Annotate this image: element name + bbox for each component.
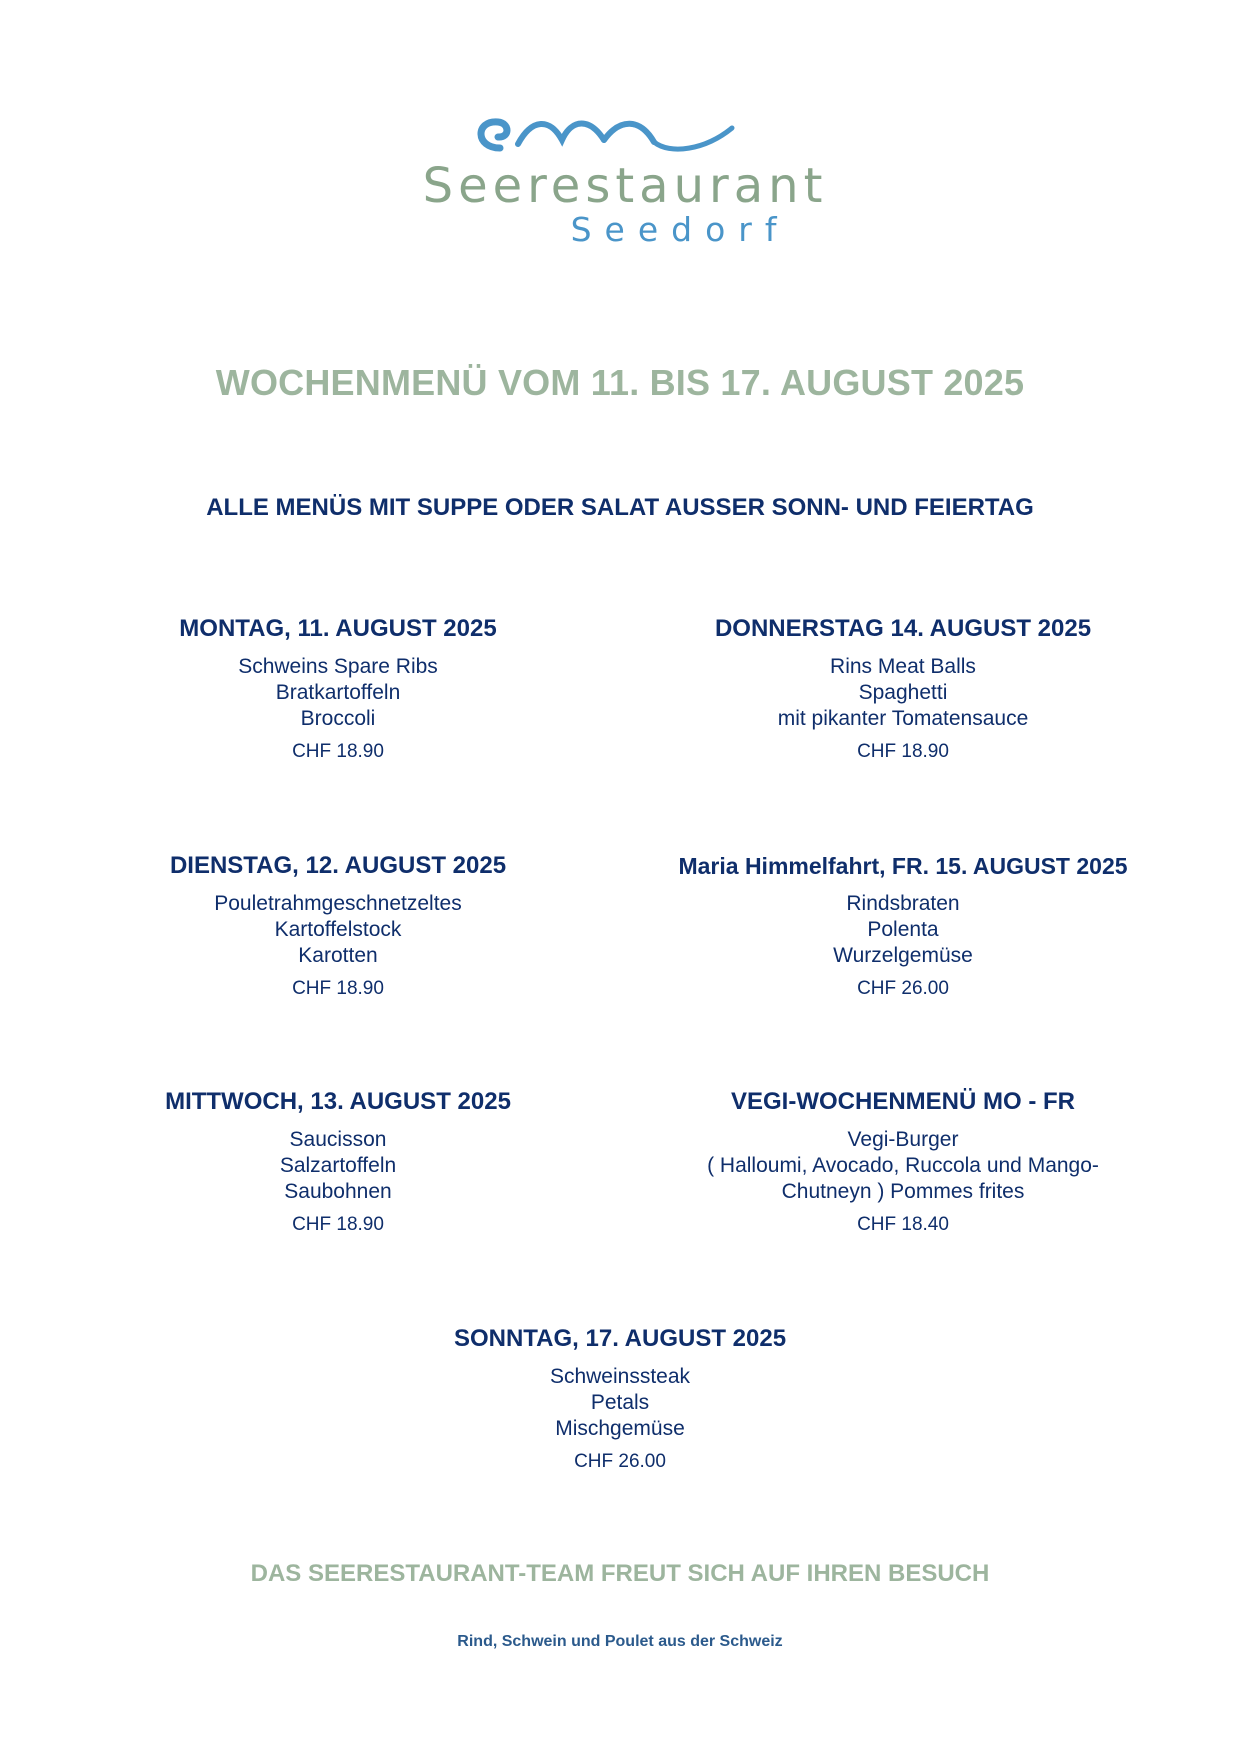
page-subtitle: ALLE MENÜS MIT SUPPE ODER SALAT AUSSER SONN- UND FEIERTAG (206, 494, 1034, 521)
menu-monday (58, 614, 618, 764)
menu-item: Saucisson (289, 1128, 387, 1151)
menu-price: CHF 18.40 (857, 1214, 949, 1235)
menu-price: CHF 18.90 (292, 978, 384, 999)
menu-item: Polenta (867, 918, 939, 941)
menu-item: Mischgemüse (555, 1417, 685, 1440)
menu-item: Petals (590, 1391, 650, 1414)
menu-item: Pouletrahmgeschnetzeltes (214, 892, 462, 915)
origin-note: Rind, Schwein und Poulet aus der Schweiz (457, 1633, 783, 1650)
menu-item: Rindsbraten (846, 892, 960, 915)
menu-item: Schweinssteak (549, 1365, 691, 1388)
page-title: WOCHENMENÜ VOM 11. BIS 17. AUGUST 2025 (215, 362, 1025, 403)
menu-item: Rins Meat Balls (830, 655, 976, 678)
menu-item: Spaghetti (858, 681, 948, 704)
menu-item: Salzartoffeln (279, 1154, 397, 1177)
menu-friday-holiday (623, 851, 1183, 1001)
menu-heading: DONNERSTAG 14. AUGUST 2025 (714, 615, 1092, 642)
menu-item: Karotten (298, 944, 378, 967)
menu-heading: MITTWOCH, 13. AUGUST 2025 (165, 1088, 511, 1115)
menu-item: ( Halloumi, Avocado, Ruccola und Mango- (707, 1154, 1099, 1177)
menu-heading: Maria Himmelfahrt, FR. 15. AUGUST 2025 (678, 853, 1128, 879)
menu-item: Broccoli (300, 707, 376, 730)
menu-wednesday (58, 1087, 618, 1237)
menu-item: Chutneyn ) Pommes frites (781, 1180, 1025, 1203)
footer-greeting: DAS SEERESTAURANT-TEAM FREUT SICH AUF IHREN BESUCH (250, 1560, 990, 1587)
menu-heading: SONNTAG, 17. AUGUST 2025 (453, 1325, 787, 1352)
menu-price: CHF 26.00 (574, 1451, 666, 1472)
menu-price: CHF 26.00 (857, 978, 949, 999)
menu-price: CHF 18.90 (857, 741, 949, 762)
menu-item: mit pikanter Tomatensauce (777, 707, 1029, 730)
menu-item: Schweins Spare Ribs (238, 655, 438, 678)
logo-title: Seerestaurant (422, 158, 828, 214)
logo-subtitle: Seedorf (570, 210, 790, 249)
restaurant-logo (420, 110, 830, 250)
menu-price: CHF 18.90 (292, 1214, 384, 1235)
menu-item: Bratkartoffeln (275, 681, 401, 704)
menu-heading: DIENSTAG, 12. AUGUST 2025 (169, 852, 507, 879)
menu-thursday (623, 614, 1183, 764)
wave-logo-icon (470, 110, 740, 160)
menu-heading: MONTAG, 11. AUGUST 2025 (179, 615, 497, 642)
menu-heading: VEGI-WOCHENMENÜ MO - FR (731, 1088, 1075, 1115)
menu-item: Vegi-Burger (847, 1128, 959, 1151)
menu-price: CHF 18.90 (292, 741, 384, 762)
menu-item: Saubohnen (284, 1180, 392, 1203)
menu-tuesday (58, 851, 618, 1001)
menu-vegi-week (623, 1087, 1183, 1237)
menu-sunday (340, 1324, 900, 1474)
menu-item: Wurzelgemüse (833, 944, 973, 967)
menu-item: Kartoffelstock (274, 918, 402, 941)
